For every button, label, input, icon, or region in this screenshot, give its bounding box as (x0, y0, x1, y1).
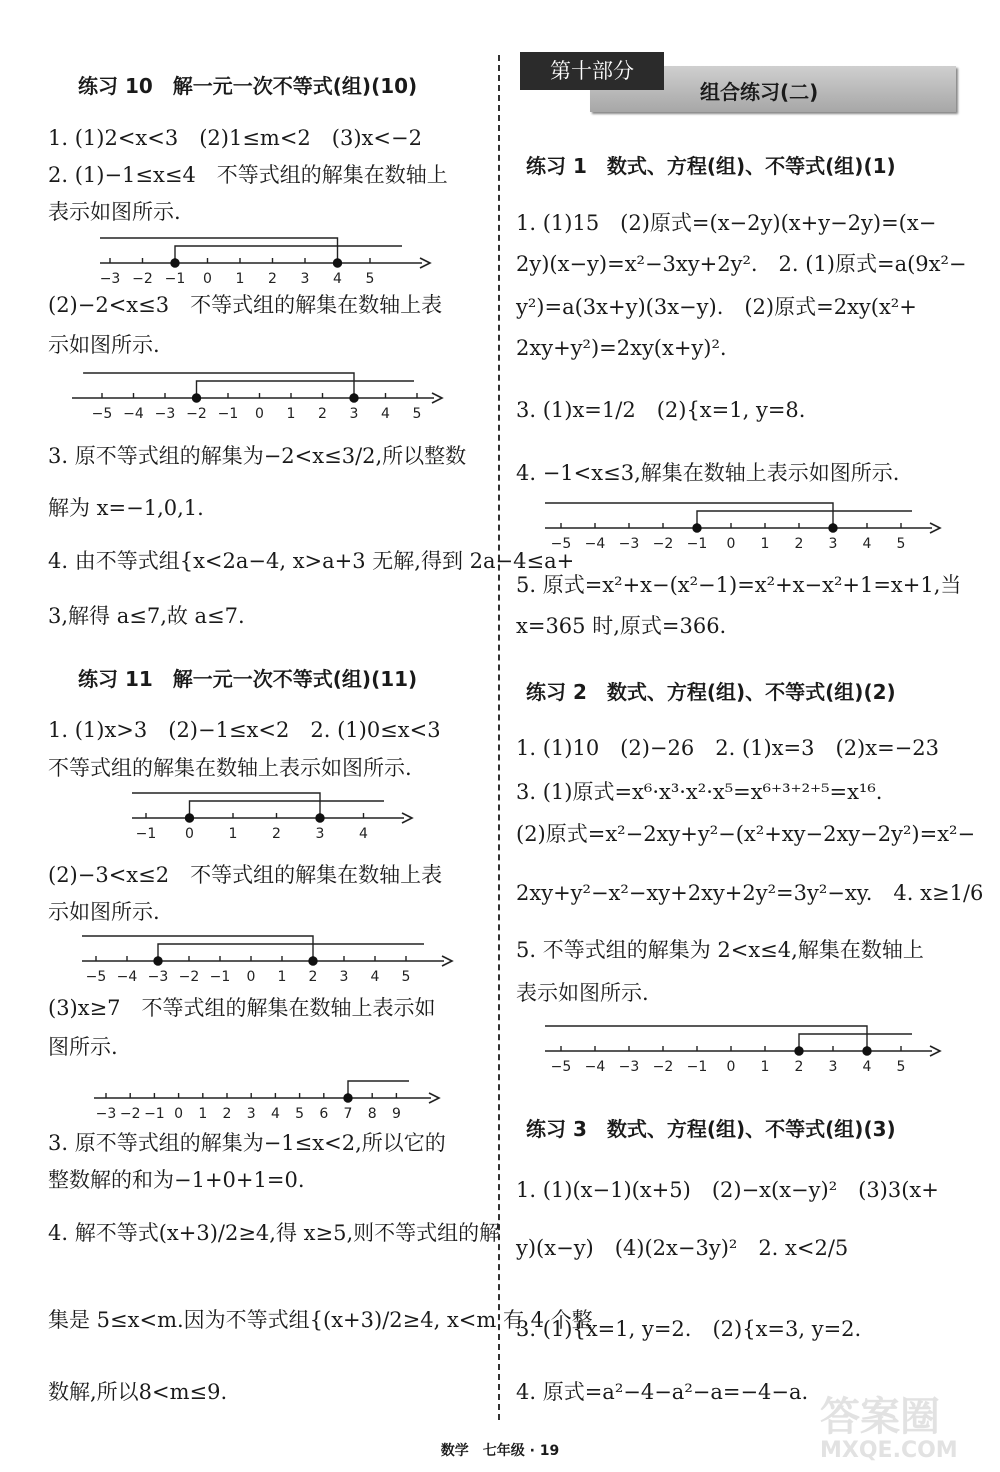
bracket-upper-bound (545, 503, 833, 528)
column-divider (498, 55, 500, 1420)
tick-label: 4 (359, 826, 368, 842)
r-ex1-l2: 2y)(x−y)=x²−3xy+2y². 2. (1)原式=a(9x²− (516, 252, 967, 276)
tick-label: −4 (584, 536, 606, 552)
bracket-upper-bound (82, 936, 313, 961)
bracket-upper-bound (545, 1026, 867, 1051)
tick-label: 1 (277, 969, 287, 985)
tick-label: 1 (286, 406, 296, 422)
tick-label: −4 (116, 969, 138, 985)
bracket-lower-bound (175, 246, 402, 263)
number-line-6 (545, 495, 940, 555)
number-line-5 (94, 1065, 439, 1125)
endpoint-b (350, 394, 358, 402)
tick-label: −1 (686, 536, 708, 552)
section-label: 第十部分 (520, 52, 664, 90)
ex11-q3a: (3)x≥7 不等式组的解集在数轴上表示如 (48, 996, 436, 1020)
tick-label: 3 (828, 536, 838, 552)
tick-label: 4 (370, 969, 380, 985)
ex11-q4b: 整数解的和为−1+0+1=0. (48, 1168, 305, 1192)
r-ex2-l2: 3. (1)原式=x⁶·x³·x²·x⁵=x⁶⁺³⁺²⁺⁵=x¹⁶. (516, 780, 883, 804)
tick-label: 3 (828, 1059, 838, 1075)
tick-label: 3 (349, 406, 359, 422)
tick-label: −4 (123, 406, 144, 422)
tick-label: −2 (119, 1106, 141, 1122)
ex11-q5b: 集是 5≤x<m.因为不等式组{(x+3)/2≥4, x<m 有 4 个整 (48, 1308, 593, 1332)
r-ex1-heading: 练习 1 数式、方程(组)、不等式(组)(1) (526, 154, 896, 178)
tick-label: 5 (365, 271, 375, 287)
r-ex2-l6: 表示如图所示. (516, 981, 649, 1005)
ex10-q2d: 示如图所示. (48, 333, 160, 357)
tick-label: 2 (318, 406, 327, 422)
ex10-q4b: 3,解得 a≤7,故 a≤7. (48, 604, 245, 628)
tick-label: 7 (343, 1106, 353, 1122)
tick-label: 0 (174, 1106, 184, 1122)
endpoint-a (186, 814, 194, 822)
tick-label: −5 (550, 536, 572, 552)
ex10-q1: 1. (1)2<x<3 (2)1≤m<2 (3)x<−2 (48, 126, 422, 150)
tick-label: −2 (132, 271, 153, 287)
ex11-q4a: 3. 原不等式组的解集为−1≤x<2,所以它的 (48, 1131, 446, 1155)
tick-label: 3 (300, 271, 310, 287)
bracket-lower-bound (799, 1034, 912, 1051)
tick-label: 1 (760, 1059, 770, 1075)
ex11-q2a: (2)−3<x≤2 不等式组的解集在数轴上表 (48, 863, 443, 887)
tick-label: 2 (272, 826, 281, 842)
tick-label: −3 (618, 1059, 640, 1075)
r-ex1-l8: x=365 时,原式=366. (516, 614, 727, 638)
bracket-upper-bound (100, 238, 338, 263)
endpoint (344, 1094, 352, 1102)
endpoint-b (309, 957, 317, 965)
tick-label: −2 (652, 1059, 674, 1075)
ex10-q2c: (2)−2<x≤3 不等式组的解集在数轴上表 (48, 293, 443, 317)
tick-label: −1 (164, 271, 186, 287)
tick-label: 0 (726, 536, 736, 552)
section-title: 组合练习(二) (700, 80, 819, 104)
page-footer: 数学 七年级 · 19 (440, 1443, 560, 1459)
tick-label: −5 (91, 406, 113, 422)
endpoint-a (171, 259, 179, 267)
r-ex3-l2: y)(x−y) (4)(2x−3y)² 2. x<2/5 (516, 1236, 849, 1260)
ex11-q5c: 数解,所以8<m≤9. (48, 1380, 228, 1404)
tick-label: 0 (246, 969, 256, 985)
r-ex2-l1: 1. (1)10 (2)−26 2. (1)x=3 (2)x=−23 (516, 736, 940, 760)
tick-label: 0 (203, 271, 212, 287)
r-ex1-l5: 3. (1)x=1/2 (2){x=1, y=8. (516, 398, 806, 422)
tick-label: −5 (550, 1059, 572, 1075)
bracket-lower-bound (197, 381, 415, 398)
r-ex3-l1: 1. (1)(x−1)(x+5) (2)−x(x−y)² (3)3(x+ (516, 1178, 939, 1202)
tick-label: 2 (222, 1106, 232, 1122)
tick-label: 1 (760, 536, 770, 552)
ex10-q4a: 4. 由不等式组{x<2a−4, x>a+3 无解,得到 2a−4≤a+ (48, 549, 575, 573)
bracket-lower-bound (697, 511, 912, 528)
bracket-lower-bound (190, 801, 385, 818)
tick-label: −4 (584, 1059, 606, 1075)
tick-label: 3 (339, 969, 349, 985)
ex11-q5a: 4. 解不等式(x+3)/2≥4,得 x≥5,则不等式组的解 (48, 1221, 501, 1245)
r-ex1-l6: 4. −1<x≤3,解集在数轴上表示如图所示. (516, 461, 900, 485)
tick-label: 4 (381, 406, 390, 422)
tick-label: −1 (217, 406, 239, 422)
tick-label: 5 (896, 1059, 906, 1075)
ex10-q2a: 2. (1)−1≤x≤4 不等式组的解集在数轴上 (48, 163, 448, 187)
tick-label: 5 (896, 536, 906, 552)
tick-label: 2 (268, 271, 277, 287)
tick-label: −1 (209, 969, 231, 985)
r-ex3-l4: 4. 原式=a²−4−a²−a=−4−a. (516, 1380, 809, 1404)
ex11-q3b: 图所示. (48, 1035, 118, 1059)
ex10-heading: 练习 10 解一元一次不等式(组)(10) (78, 74, 418, 98)
tick-label: 1 (228, 826, 238, 842)
tick-label: 4 (862, 536, 872, 552)
tick-label: −3 (154, 406, 176, 422)
endpoint-b (334, 259, 342, 267)
tick-label: 3 (246, 1106, 256, 1122)
tick-label: 4 (333, 271, 342, 287)
tick-label: 6 (319, 1106, 329, 1122)
ex11-q1b: 不等式组的解集在数轴上表示如图所示. (48, 756, 412, 780)
tick-label: 1 (198, 1106, 208, 1122)
ex11-q2b: 示如图所示. (48, 900, 160, 924)
endpoint-a (193, 394, 201, 402)
tick-label: −1 (686, 1059, 708, 1075)
number-line-7 (545, 1018, 940, 1078)
r-ex3-heading: 练习 3 数式、方程(组)、不等式(组)(3) (526, 1117, 896, 1141)
bracket-upper-bound (83, 373, 354, 398)
watermark-line1: 答案圈 (820, 1394, 940, 1440)
bracket-upper-bound (132, 793, 320, 818)
r-ex1-l4: 2xy+y²)=2xy(x+y)². (516, 336, 727, 360)
tick-label: −1 (135, 826, 157, 842)
tick-label: −3 (95, 1106, 117, 1122)
r-ex2-l4: 2xy+y²−x²−xy+2xy+2y²=3y²−xy. 4. x≥1/6 (516, 881, 984, 905)
tick-label: 9 (391, 1106, 401, 1122)
number-line-1 (100, 230, 430, 290)
tick-label: −3 (147, 969, 169, 985)
ex11-q1: 1. (1)x>3 (2)−1≤x<2 2. (1)0≤x<3 (48, 718, 441, 742)
r-ex2-l3: (2)原式=x²−2xy+y²−(x²+xy−2xy−2y²)=x²− (516, 822, 976, 846)
tick-label: −1 (144, 1106, 165, 1122)
tick-label: 2 (794, 536, 804, 552)
ex11-heading: 练习 11 解一元一次不等式(组)(11) (78, 667, 418, 691)
r-ex1-l3: y²)=a(3x+y)(3x−y). (2)原式=2xy(x²+ (516, 295, 917, 319)
tick-label: −2 (178, 969, 200, 985)
ex10-q3a: 3. 原不等式组的解集为−2<x≤3/2,所以整数 (48, 444, 467, 468)
endpoint-b (863, 1047, 871, 1055)
tick-label: 4 (270, 1106, 280, 1122)
number-line-4 (82, 928, 452, 988)
tick-label: 0 (255, 406, 264, 422)
r-ex2-heading: 练习 2 数式、方程(组)、不等式(组)(2) (526, 680, 896, 704)
tick-label: −3 (618, 536, 640, 552)
tick-label: 0 (185, 826, 194, 842)
tick-label: −3 (99, 271, 121, 287)
endpoint-b (829, 524, 837, 532)
tick-label: 5 (401, 969, 411, 985)
ex10-q2b: 表示如图所示. (48, 200, 181, 224)
bracket-lower-bound (158, 944, 424, 961)
tick-label: 8 (367, 1106, 377, 1122)
r-ex1-l7: 5. 原式=x²+x−(x²−1)=x²+x−x²+1=x+1,当 (516, 573, 962, 597)
tick-label: −5 (85, 969, 107, 985)
watermark-line2: MXQE.COM (820, 1438, 958, 1463)
tick-label: 4 (862, 1059, 872, 1075)
r-ex2-l5: 5. 不等式组的解集为 2<x≤4,解集在数轴上 (516, 938, 924, 962)
tick-label: 5 (412, 406, 422, 422)
r-ex1-l1: 1. (1)15 (2)原式=(x−2y)(x+y−2y)=(x− (516, 211, 937, 235)
tick-label: 3 (315, 826, 325, 842)
r-ex3-l3: 3. (1){x=1, y=2. (2){x=3, y=2. (516, 1317, 862, 1341)
endpoint-a (154, 957, 162, 965)
tick-label: 0 (726, 1059, 736, 1075)
tick-label: −2 (652, 536, 674, 552)
tick-label: 2 (794, 1059, 804, 1075)
tick-label: 1 (235, 271, 245, 287)
tick-label: 2 (308, 969, 318, 985)
endpoint-a (795, 1047, 803, 1055)
tick-label: 5 (295, 1106, 305, 1122)
endpoint-b (316, 814, 324, 822)
ex10-q3b: 解为 x=−1,0,1. (48, 496, 204, 520)
endpoint-a (693, 524, 701, 532)
number-line-3 (132, 785, 412, 845)
number-line-2 (72, 365, 442, 425)
solution-bracket (348, 1081, 409, 1098)
tick-label: −2 (186, 406, 207, 422)
